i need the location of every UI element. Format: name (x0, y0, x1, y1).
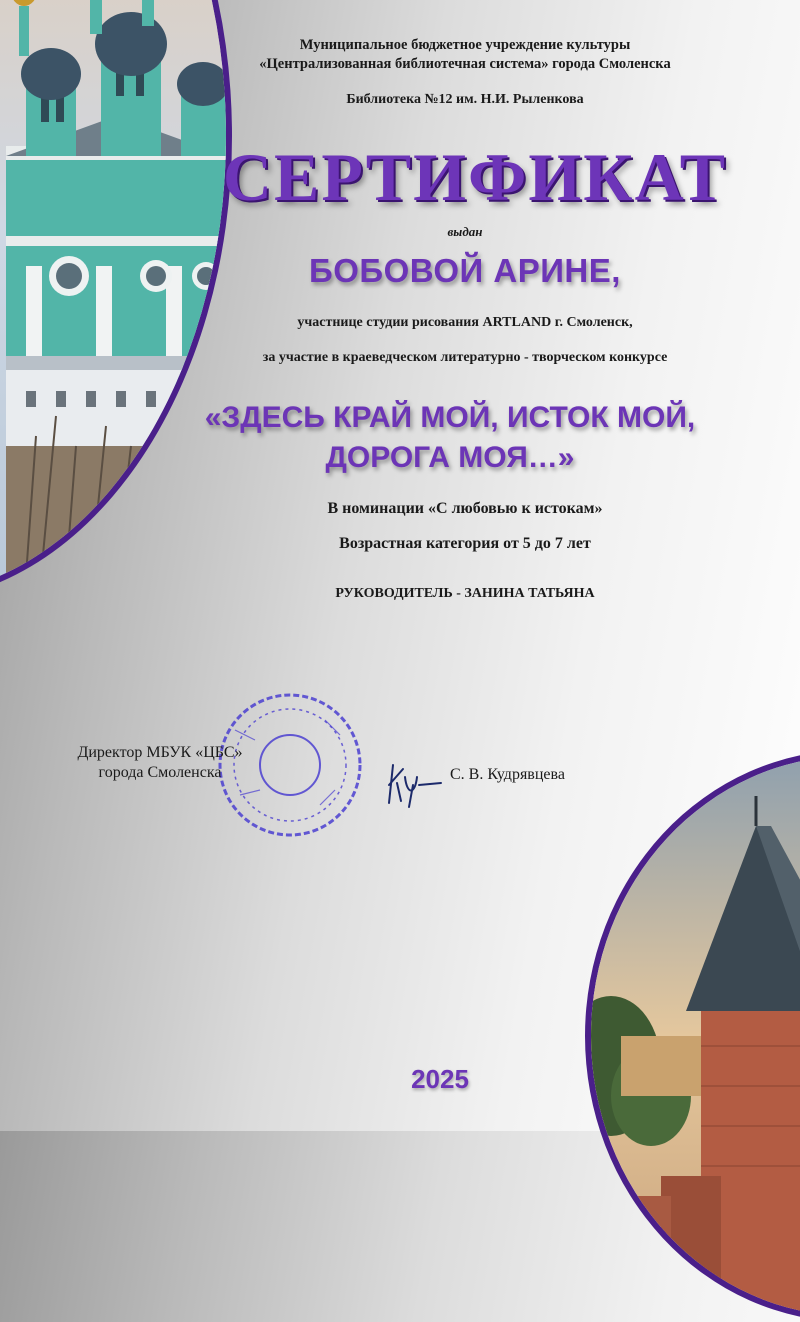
director-line-2: города Смоленска (98, 764, 222, 781)
year: 2025 (411, 1064, 469, 1094)
contest-title-line-1: «ЗДЕСЬ КРАЙ МОЙ, ИСТОК МОЙ, (204, 401, 696, 434)
contest-title (170, 398, 730, 478)
cathedral-photo (0, 0, 232, 602)
tower-photo (585, 750, 800, 1322)
age-category: Возрастная категория от 5 до 7 лет (339, 535, 591, 552)
cathedral-illustration (0, 0, 226, 596)
organization-line-2: «Централизованная библиотечная система» города Смоленска (259, 56, 671, 72)
leader-name: РУКОВОДИТЕЛЬ - ЗАНИНА ТАТЬЯНА (335, 586, 595, 601)
issued-label: выдан (447, 224, 483, 239)
organization-name (200, 36, 730, 74)
participation-text: за участие в краеведческом литературно - творческом конкурсе (262, 350, 668, 365)
handwritten-signature (385, 755, 445, 810)
organization-line-1: Муниципальное бюджетное учреждение культуры (299, 37, 631, 53)
recipient-name: БОБОВОЙ АРИНЕ, (309, 252, 621, 289)
nomination: В номинации «С любовью к истокам» (327, 500, 603, 517)
director-title (60, 743, 260, 783)
tower-illustration (591, 756, 800, 1316)
director-line-1: Директор МБУК «ЦБС» (77, 744, 243, 761)
recipient-description: участнице студии рисования ARTLAND г. Смоленск, (297, 315, 633, 330)
library-name: Библиотека №12 им. Н.И. Рыленкова (346, 92, 584, 107)
signer-name: С. В. Кудрявцева (450, 766, 565, 783)
certificate-title: СЕРТИФИКАТ (222, 139, 728, 215)
contest-title-line-2: ДОРОГА МОЯ…» (325, 441, 575, 474)
